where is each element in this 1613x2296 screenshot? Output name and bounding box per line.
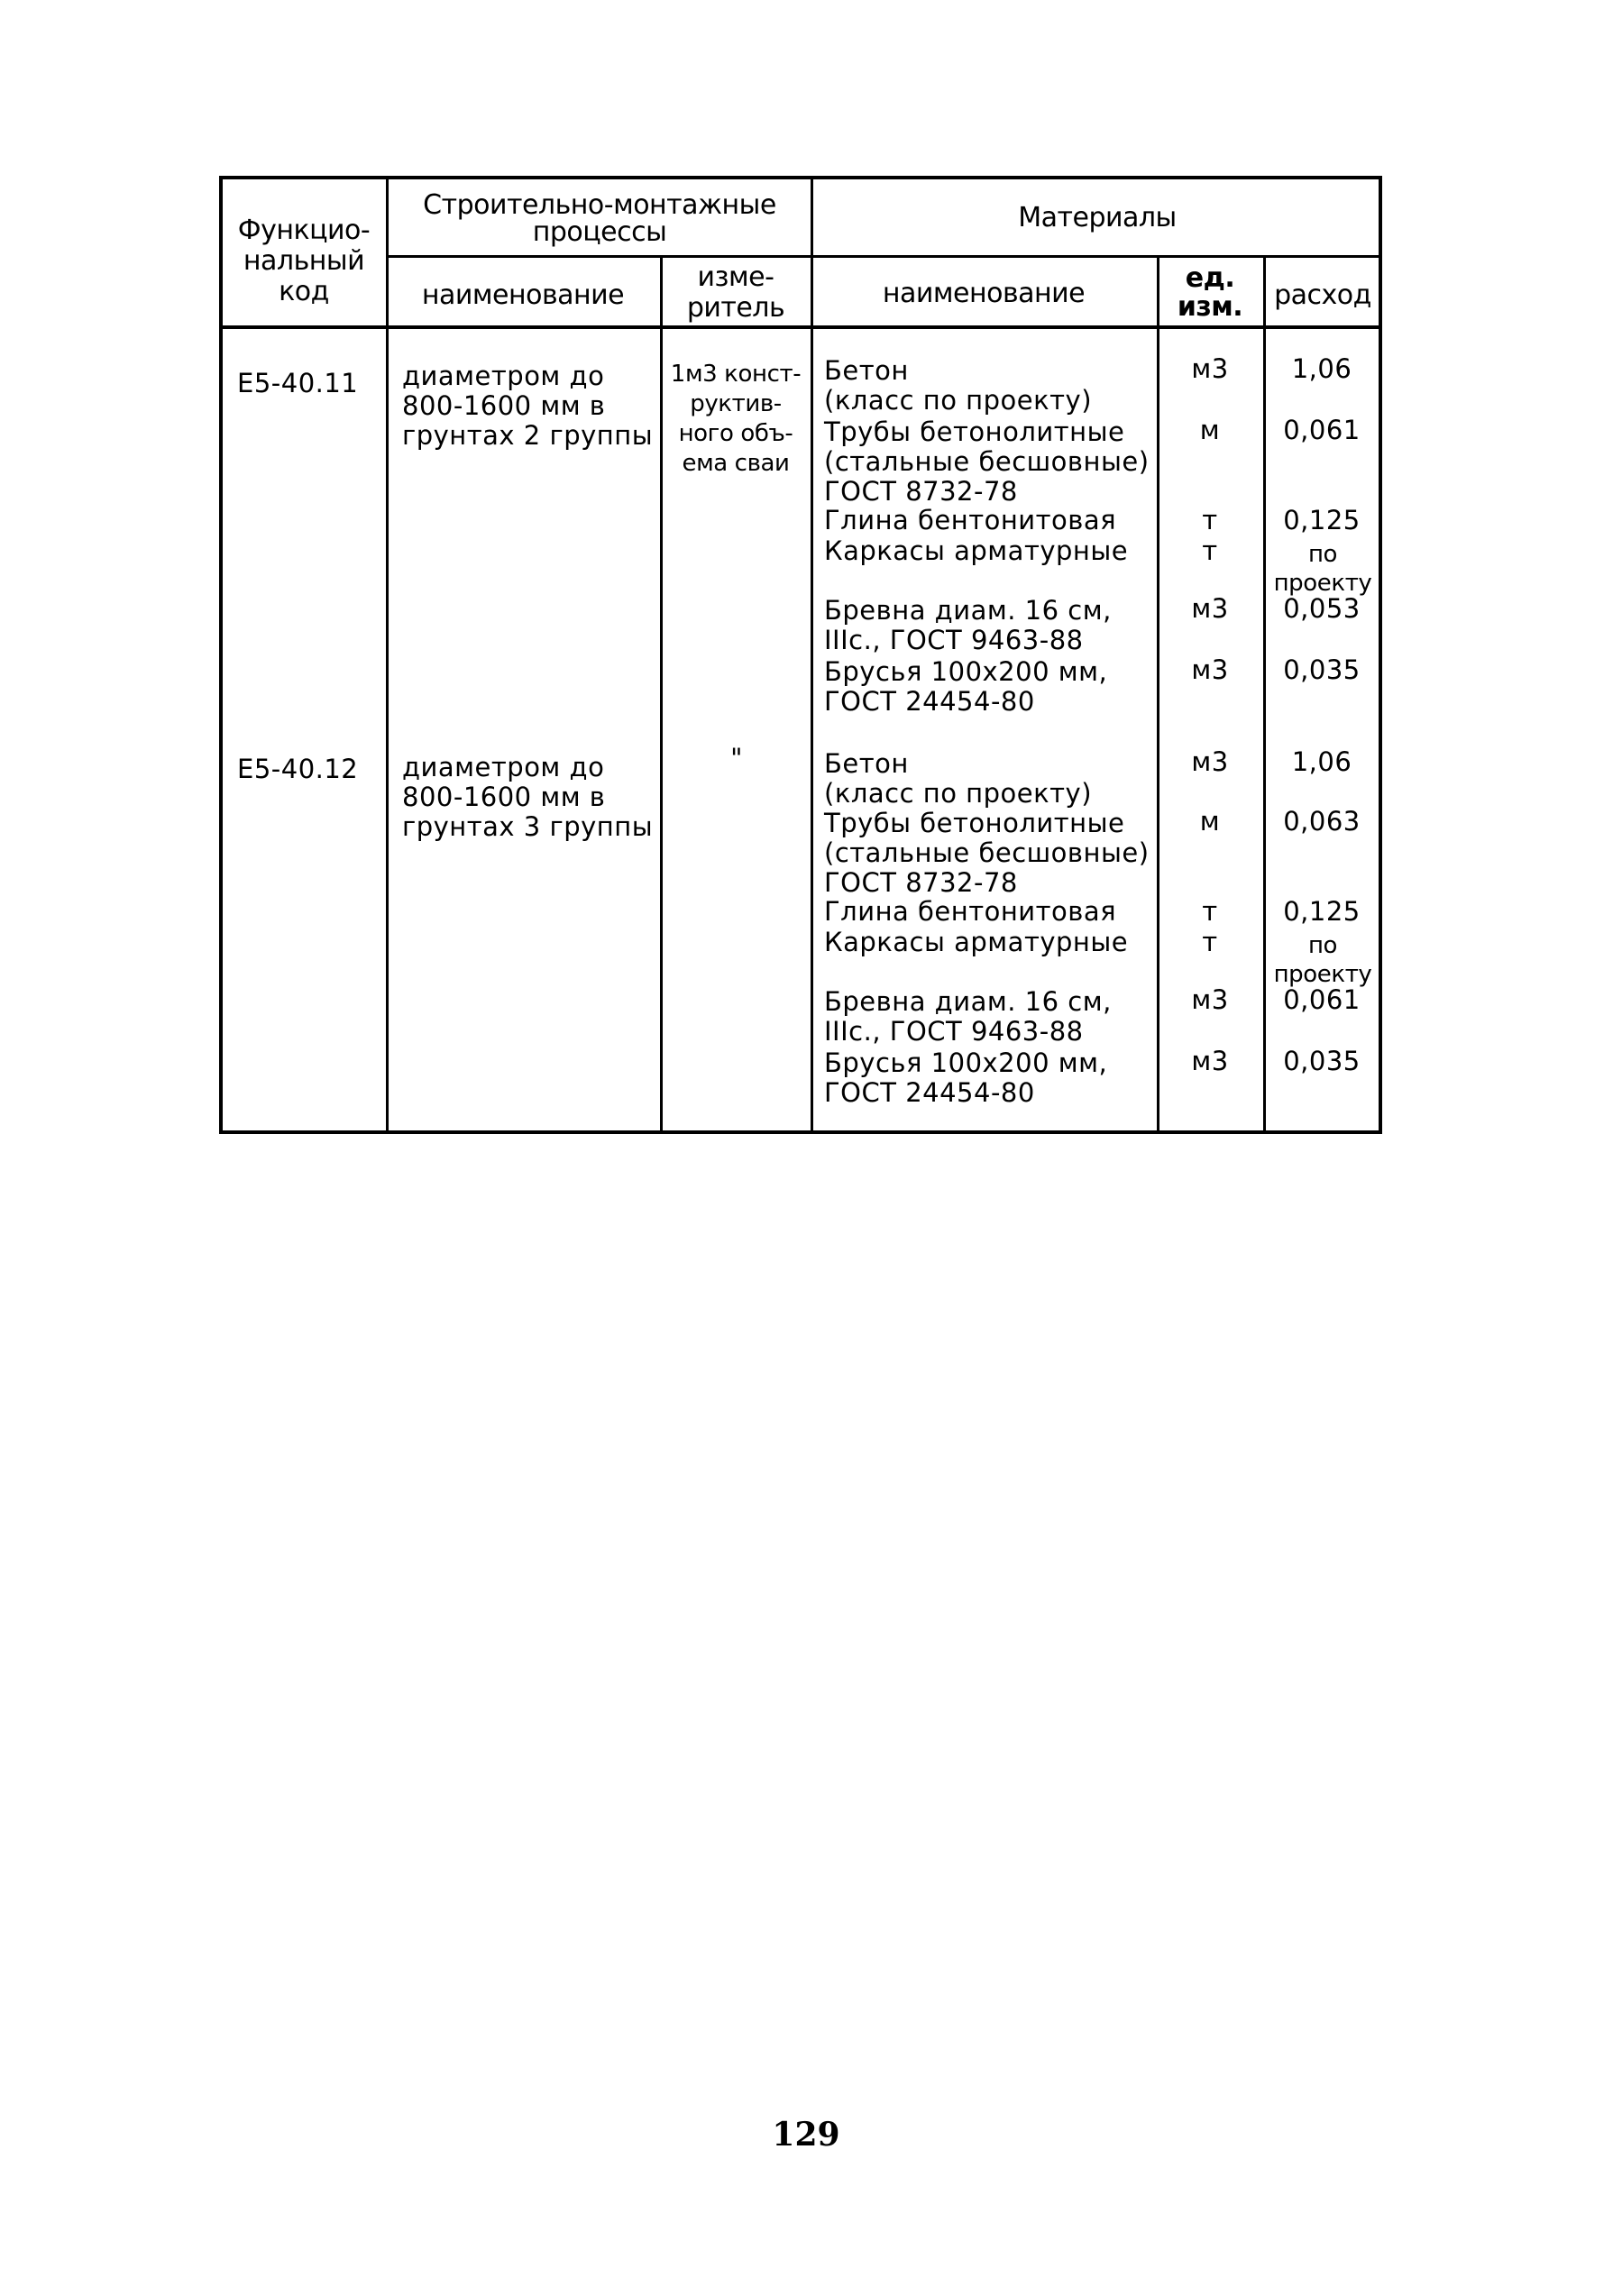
- r2-mat2-name: Трубы бетонолитные (стальные бесшовные) ГОСТ 8732-78: [824, 808, 1150, 898]
- r1-mat6-unit: м3: [1191, 654, 1229, 685]
- r2-mat1-unit: м3: [1191, 746, 1229, 777]
- r1-mat3-unit: т: [1202, 505, 1218, 535]
- header-proc-name: наименование: [421, 279, 625, 311]
- r1-mat3-qty: 0,125: [1283, 505, 1361, 535]
- r1-mat2-qty: 0,061: [1283, 415, 1361, 445]
- r2-mat3-qty: 0,125: [1283, 896, 1361, 927]
- r1-mat4-name: Каркасы арматурные: [824, 535, 1129, 566]
- header-divider-bottom: [223, 325, 1382, 329]
- page-number: 129: [772, 2116, 840, 2154]
- r1-mat1-unit: м3: [1191, 353, 1229, 384]
- r2-mat6-name: Брусья 100х200 мм, ГОСТ 24454-80: [824, 1047, 1108, 1108]
- r2-mat3-name: Глина бентонитовая: [824, 896, 1117, 927]
- col-divider-unit: [1157, 255, 1159, 1134]
- r1-mat5-name: Бревна диам. 16 см, IIIс., ГОСТ 9463-88: [824, 595, 1112, 655]
- col-divider-materials: [811, 179, 813, 1134]
- r2-mat5-unit: м3: [1191, 984, 1229, 1015]
- header-materials-group: Материалы: [1018, 202, 1177, 233]
- r2-mat4-name: Каркасы арматурные: [824, 927, 1129, 957]
- header-mat-name: наименование: [882, 278, 1086, 309]
- r1-mat4-qty: по проекту: [1273, 541, 1372, 597]
- r2-mat6-unit: м3: [1191, 1046, 1229, 1076]
- r2-mat3-unit: т: [1202, 896, 1218, 927]
- header-code: Функцио- нальный код: [237, 215, 371, 307]
- r2-mat1-name: Бетон (класс по проекту): [824, 748, 1093, 809]
- r1-mat5-unit: м3: [1191, 593, 1229, 624]
- header-proc-measure: изме- ритель: [686, 261, 785, 324]
- r1-mat4-unit: т: [1202, 535, 1218, 566]
- row1-code: Е5-40.11: [237, 368, 359, 398]
- r1-mat6-qty: 0,035: [1283, 654, 1361, 685]
- r2-mat1-qty: 1,06: [1291, 746, 1352, 777]
- col-divider-code: [386, 179, 389, 1134]
- r1-mat2-name: Трубы бетонолитные (стальные бесшовные) ГОСТ 8732-78: [824, 416, 1150, 507]
- r2-mat2-qty: 0,063: [1283, 806, 1361, 837]
- header-mat-unit: ед. изм.: [1177, 262, 1243, 323]
- r2-mat5-qty: 0,061: [1283, 984, 1361, 1015]
- col-divider-qty: [1263, 255, 1266, 1134]
- row2-process: диаметром до 800-1600 мм в грунтах 3 группы: [402, 752, 654, 842]
- r2-mat4-qty: по проекту: [1273, 932, 1372, 988]
- row1-process: диаметром до 800-1600 мм в грунтах 2 группы: [402, 361, 654, 451]
- col-divider-measure: [660, 255, 663, 1134]
- header-mat-consumption: расход: [1274, 279, 1371, 311]
- row2-code: Е5-40.12: [237, 754, 359, 784]
- r2-mat2-unit: м: [1199, 806, 1221, 837]
- r2-mat6-qty: 0,035: [1283, 1046, 1361, 1076]
- r1-mat2-unit: м: [1199, 415, 1221, 445]
- r1-mat5-qty: 0,053: [1283, 593, 1361, 624]
- r1-mat1-name: Бетон (класс по проекту): [824, 355, 1093, 416]
- r2-mat5-name: Бревна диам. 16 см, IIIс., ГОСТ 9463-88: [824, 986, 1112, 1047]
- header-processes-group: Строительно-монтажные процессы: [423, 189, 776, 248]
- r1-mat3-name: Глина бентонитовая: [824, 505, 1117, 535]
- row1-measure: 1м3 конст- руктив- ного объ- ема сваи: [670, 361, 802, 477]
- row2-measure: ": [730, 743, 743, 773]
- materials-table: [219, 176, 1382, 1134]
- header-divider-mid: [386, 255, 1382, 258]
- r1-mat1-qty: 1,06: [1291, 353, 1352, 384]
- r2-mat4-unit: т: [1202, 927, 1218, 957]
- r1-mat6-name: Брусья 100х200 мм, ГОСТ 24454-80: [824, 656, 1108, 717]
